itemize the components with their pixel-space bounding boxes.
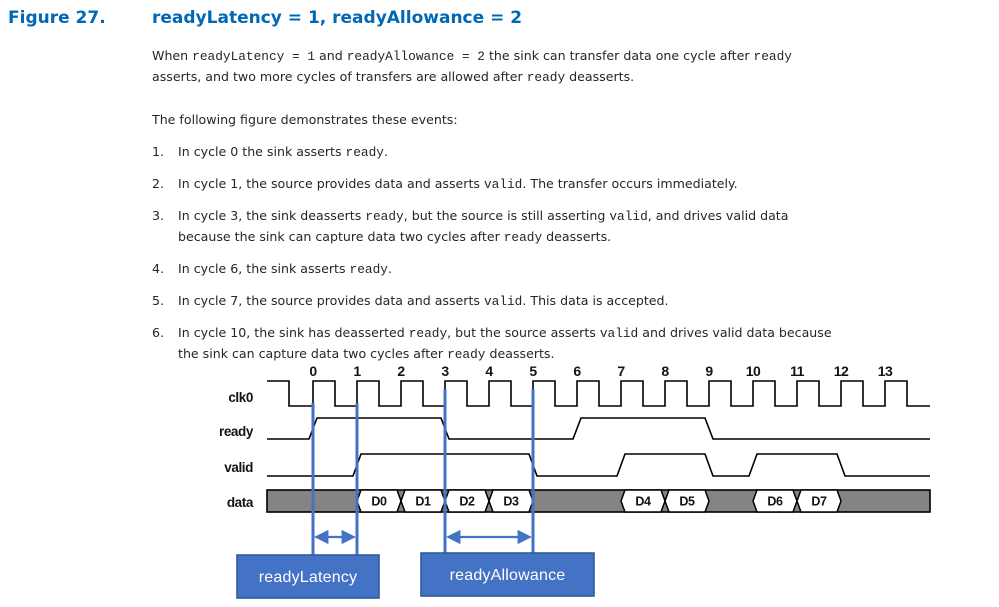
data-bus-label: D4 — [635, 494, 651, 509]
figure-label: Figure 27. — [8, 8, 106, 28]
text-run: because the sink can capture data two cycles after — [178, 229, 504, 244]
text-run: In cycle 0 the sink asserts — [178, 144, 346, 159]
clock-waveform — [267, 381, 930, 406]
cycle-number: 0 — [309, 363, 317, 379]
text-run: In cycle 10, the sink has deasserted — [178, 325, 409, 340]
text-run: deasserts. — [485, 346, 555, 361]
event-list-item — [152, 206, 992, 248]
text-run: . — [387, 261, 392, 276]
code-term: ready — [365, 209, 404, 224]
data-bus-label: D7 — [811, 494, 827, 509]
list-item-text — [178, 259, 992, 280]
text-run: . This data is accepted. — [522, 293, 669, 308]
event-list-item — [152, 259, 992, 280]
ready-waveform — [267, 418, 930, 439]
cycle-numbers — [309, 363, 893, 379]
cycle-number: 8 — [661, 363, 669, 379]
signal-label-data: data — [226, 495, 253, 510]
event-list — [152, 142, 992, 365]
data-bus-label: D6 — [767, 494, 783, 509]
code-term: ready — [753, 49, 792, 64]
readyAllowance-box-label: readyAllowance — [449, 567, 566, 584]
text-run: The following figure demonstrates these events: — [152, 112, 458, 127]
cycle-number: 4 — [485, 363, 493, 379]
code-term: ready — [408, 326, 448, 341]
text-run: When — [152, 48, 193, 63]
event-list-item — [152, 174, 992, 195]
text-run: , but the source is still asserting — [403, 208, 610, 223]
lead-paragraph — [152, 110, 992, 130]
timing-diagram — [0, 355, 999, 607]
list-item-number: 4. — [152, 261, 165, 276]
text-run: In cycle 6, the sink asserts — [178, 261, 350, 276]
code-term: readyAllowance = 2 — [346, 49, 485, 64]
cycle-marker-lines — [313, 389, 533, 556]
text-run: In cycle 7, the source provides data and asserts — [178, 293, 484, 308]
cycle-number: 12 — [833, 363, 849, 379]
code-term: valid — [483, 294, 523, 309]
list-item-number: 3. — [152, 208, 165, 223]
list-item-text — [178, 142, 992, 163]
code-term: valid — [609, 209, 648, 224]
code-term: ready — [349, 262, 388, 277]
intro-paragraph — [152, 46, 992, 88]
event-list-item — [152, 291, 992, 312]
annotation-boxes — [237, 553, 594, 598]
cycle-number: 6 — [573, 363, 581, 379]
code-term: ready — [526, 70, 566, 85]
text-run: deasserts. — [565, 69, 635, 84]
figure-header — [8, 8, 522, 28]
text-run: . — [383, 144, 388, 159]
signal-row-clk0 — [228, 381, 930, 406]
list-item-text — [178, 174, 992, 195]
cycle-number: 11 — [790, 363, 804, 379]
text-run: , but the source asserts — [447, 325, 600, 340]
signal-label-valid: valid — [224, 460, 253, 475]
text-run: and drives valid data because — [638, 325, 832, 340]
signal-row-data — [227, 490, 930, 512]
code-term: valid — [599, 326, 639, 341]
text-run: . The transfer occurs immediately. — [522, 176, 738, 191]
text-run: In cycle 3, the sink deasserts — [178, 208, 366, 223]
cycle-number: 13 — [877, 363, 893, 379]
signal-row-ready — [219, 418, 930, 439]
data-bus-label: D1 — [415, 494, 431, 509]
data-bus-label: D0 — [371, 494, 387, 509]
cycle-number: 2 — [397, 363, 405, 379]
cycle-number: 10 — [745, 363, 761, 379]
text-run: , and drives valid data — [647, 208, 789, 223]
list-item-text — [178, 206, 992, 248]
list-item-number: 5. — [152, 293, 165, 308]
cycle-number: 5 — [529, 363, 537, 379]
code-term: ready — [345, 145, 384, 160]
signal-label-clk0: clk0 — [228, 390, 253, 405]
list-item-text — [178, 291, 992, 312]
event-list-item — [152, 142, 992, 163]
valid-waveform — [267, 454, 930, 476]
text-run: deasserts. — [542, 229, 612, 244]
cycle-number: 1 — [353, 363, 361, 379]
data-bus-label: D5 — [679, 494, 695, 509]
cycle-number: 3 — [441, 363, 449, 379]
figure-title: readyLatency = 1, readyAllowance = 2 — [152, 8, 523, 28]
list-item-number: 6. — [152, 325, 165, 340]
text-run: and — [315, 48, 347, 63]
figure-description — [152, 46, 992, 376]
data-bus-label: D2 — [459, 494, 475, 509]
code-term: readyLatency = 1 — [192, 49, 316, 64]
list-item-number: 1. — [152, 144, 165, 159]
signal-row-valid — [224, 454, 930, 476]
code-term: valid — [483, 177, 523, 192]
list-item-number: 2. — [152, 176, 165, 191]
data-bus-label: D3 — [503, 494, 519, 509]
cycle-number: 9 — [705, 363, 713, 379]
text-run: the sink can transfer data one cycle after — [484, 48, 754, 63]
readyLatency-box-label: readyLatency — [258, 569, 358, 586]
text-run: asserts, and two more cycles of transfers are allowed after — [152, 69, 527, 84]
signal-label-ready: ready — [218, 424, 253, 439]
code-term: ready — [447, 347, 486, 362]
text-run: the sink can capture data two cycles after — [178, 346, 448, 361]
text-run: In cycle 1, the source provides data and asserts — [178, 176, 484, 191]
code-term: ready — [503, 230, 543, 245]
cycle-number: 7 — [617, 363, 625, 379]
